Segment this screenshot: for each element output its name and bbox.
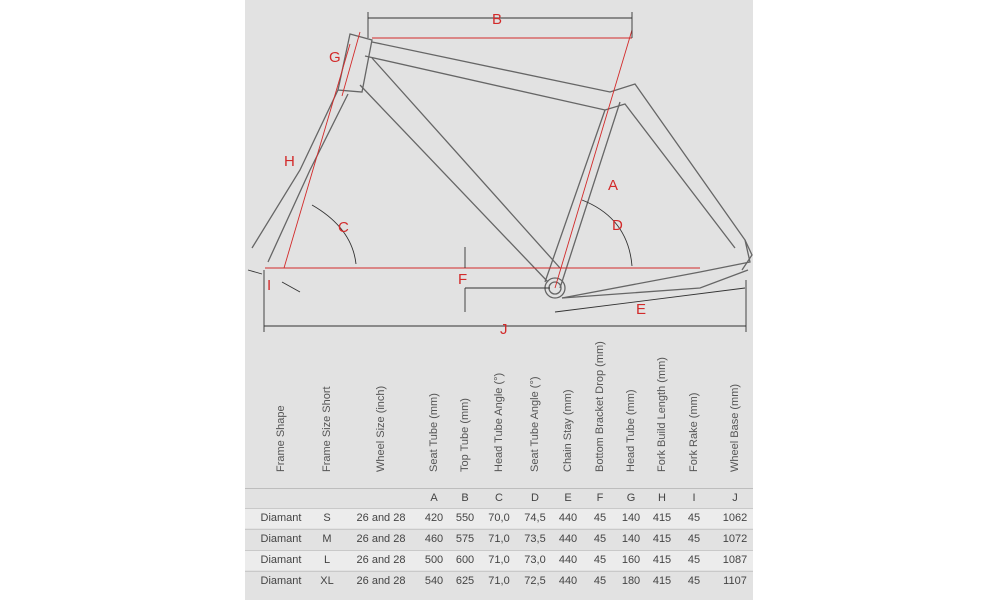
- column-header: [523, 348, 547, 484]
- column-header: [315, 348, 339, 484]
- table-cell: 45: [593, 533, 607, 545]
- table-cell: 140: [621, 533, 641, 545]
- table-cell: 45: [593, 575, 607, 587]
- dimension-letter: H: [658, 492, 666, 504]
- column-header-label: Top Tube (mm): [459, 398, 471, 472]
- column-header: [369, 348, 393, 484]
- column-header: [487, 348, 511, 484]
- table-cell: 71,0: [488, 575, 510, 587]
- label-B: B: [492, 11, 503, 28]
- table-cell: 26 and 28: [356, 533, 406, 545]
- column-header: [453, 348, 477, 484]
- column-header-label: Frame Size Short: [321, 386, 333, 472]
- table-cell: 73,5: [524, 533, 546, 545]
- table-cell: Diamant: [260, 533, 302, 545]
- table-cell: S: [323, 512, 331, 524]
- dimension-letter: I: [692, 492, 696, 504]
- table-cell: 500: [424, 554, 444, 566]
- table-cell: 72,5: [524, 575, 546, 587]
- label-I: I: [267, 277, 272, 294]
- table-row: [245, 571, 753, 591]
- table-cell: 600: [455, 554, 475, 566]
- column-header: [588, 341, 612, 484]
- table-cell: 26 and 28: [356, 512, 406, 524]
- table-cell: Diamant: [260, 554, 302, 566]
- table-cell: 70,0: [488, 512, 510, 524]
- column-header-label: Wheel Base (mm): [729, 383, 741, 472]
- column-header: [556, 348, 580, 484]
- table-cell: 45: [687, 533, 701, 545]
- table-cell: 460: [424, 533, 444, 545]
- table-cell: 45: [687, 575, 701, 587]
- table-row: [245, 550, 753, 570]
- dimension-letter: E: [564, 492, 572, 504]
- table-cell: 415: [652, 575, 672, 587]
- label-H: H: [284, 153, 295, 170]
- label-A: A: [608, 177, 619, 194]
- table-cell: Diamant: [260, 575, 302, 587]
- table-cell: 540: [424, 575, 444, 587]
- dimension-letter-row: [245, 488, 753, 508]
- table-cell: 45: [593, 554, 607, 566]
- table-cell: 1062: [722, 512, 748, 524]
- table-cell: 45: [687, 554, 701, 566]
- dimension-lines: [248, 12, 746, 332]
- table-row: [245, 529, 753, 549]
- column-header-label: Fork Rake (mm): [688, 392, 700, 472]
- column-header-label: Head Tube Angle (°): [493, 372, 505, 472]
- table-cell: 1107: [723, 575, 747, 587]
- column-header: [723, 348, 747, 484]
- dimension-letter: A: [430, 492, 438, 504]
- table-cell: 415: [652, 533, 672, 545]
- table-cell: 440: [558, 512, 578, 524]
- column-header-label: Fork Build Length (mm): [656, 357, 668, 472]
- table-cell: 74,5: [524, 512, 546, 524]
- dimension-letter: F: [596, 492, 604, 504]
- table-cell: 71,0: [488, 533, 510, 545]
- table-cell: 45: [687, 512, 701, 524]
- table-cell: 26 and 28: [356, 575, 406, 587]
- table-cell: 140: [621, 512, 641, 524]
- dimension-letter: G: [626, 492, 636, 504]
- column-header-label: Chain Stay (mm): [562, 389, 574, 472]
- column-header-label: Frame Shape: [275, 405, 287, 472]
- column-header-label: Head Tube (mm): [625, 389, 637, 472]
- dimension-letter: J: [732, 492, 738, 504]
- table-cell: 1072: [722, 533, 748, 545]
- table-cell: 180: [621, 575, 641, 587]
- dimension-letter: C: [495, 492, 503, 504]
- label-J: J: [500, 321, 508, 338]
- label-E: E: [636, 301, 647, 318]
- table-cell: 440: [558, 533, 578, 545]
- table-cell: 575: [455, 533, 475, 545]
- table-cell: 625: [455, 575, 475, 587]
- table-cell: 160: [621, 554, 641, 566]
- table-cell: 415: [652, 554, 672, 566]
- label-G: G: [329, 49, 341, 66]
- table-cell: 550: [455, 512, 475, 524]
- table-cell: L: [323, 554, 331, 566]
- column-header: [422, 348, 446, 484]
- label-F: F: [458, 271, 468, 288]
- label-C: C: [338, 219, 349, 236]
- table-cell: XL: [320, 575, 334, 587]
- table-cell: 440: [558, 575, 578, 587]
- table-cell: 26 and 28: [356, 554, 406, 566]
- table-cell: M: [322, 533, 332, 545]
- table-cell: Diamant: [260, 512, 302, 524]
- column-header-label: Bottom Bracket Drop (mm): [594, 341, 606, 472]
- column-header: [650, 348, 674, 484]
- table-row: [245, 508, 753, 528]
- column-header: [619, 348, 643, 484]
- column-header: [682, 348, 706, 484]
- geometry-lines: [265, 30, 700, 288]
- table-cell: 440: [558, 554, 578, 566]
- table-cell: 73,0: [524, 554, 546, 566]
- table-cell: 415: [652, 512, 672, 524]
- table-cell: 420: [424, 512, 444, 524]
- column-header-label: Wheel Size (inch): [375, 385, 387, 472]
- column-header-label: Seat Tube (mm): [428, 393, 440, 472]
- column-header-label: Seat Tube Angle (°): [529, 376, 541, 472]
- dimension-letter: B: [461, 492, 469, 504]
- table-cell: 45: [593, 512, 607, 524]
- dimension-letter: D: [531, 492, 539, 504]
- table-cell: 71,0: [488, 554, 510, 566]
- table-cell: 1087: [722, 554, 748, 566]
- label-D: D: [612, 217, 623, 234]
- column-header: [269, 348, 293, 484]
- bike-frame: [252, 34, 752, 298]
